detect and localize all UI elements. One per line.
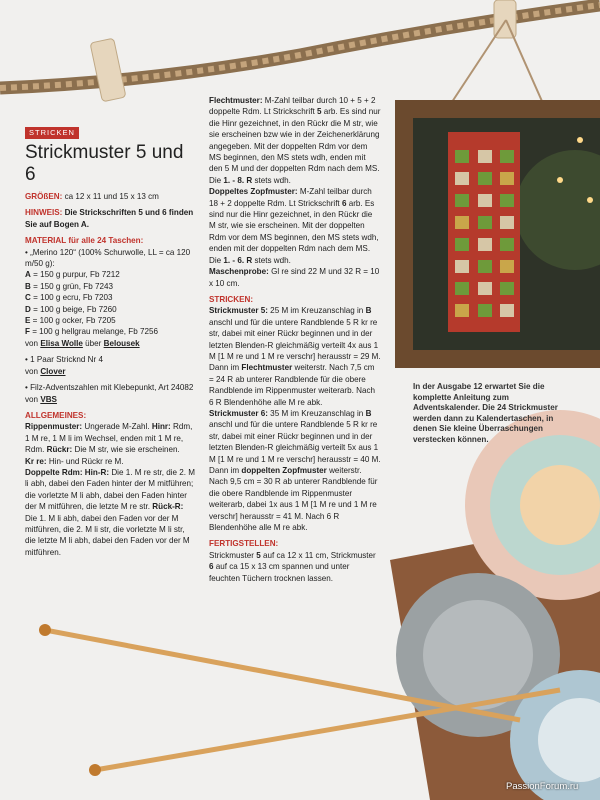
strickmuster-5-paragraph: Strickmuster 5: 25 M im Kreuzanschlag in B anschl und für die untere Randblende 5 R kr re str, dabei mit einer Rückr beginnen und in der letzten Blenden-R gleichmäßig verteilt 4x aus 1 M [1 M re und 1 M re verschr] herausstr = 29 M. Dann im Flechtmuster weiterstr. Nach 7,5 cm = 24 R ab unterer Randblende für die obere Randblende im Rippenmuster weiterarb. Nach 6 R Blendenhöhe alle M re abk. [209,306,381,407]
yarn-basket-photo [390,410,600,800]
stricken-heading: STRICKEN: [209,294,254,304]
maschenprobe-paragraph: Maschenprobe: Gl re sind 22 M und 32 R = 10 x 10 cm. [209,267,380,288]
middle-column [209,95,381,584]
left-column [25,127,197,558]
flechtmuster-paragraph: Flechtmuster: M-Zahl teilbar durch 10 + 5 + 2 doppelte Rdm. Lt Strickschrift 5 arb. Es sind nur die Hinr gezeichnet, in den Rückr die M str, wie sie erscheinen bzw wie in der Zeichenerklärung angegeben. Mit der doppelten Rdm vor dem MS beginnen, den MS stets wdh, enden mit den 5 M und der doppelten Rdm nach dem MS. Die 1. - 8. R stets wdh. [209,96,381,185]
category-label: STRICKEN [25,127,79,139]
page-title: Strickmuster 5 und 6 [25,142,184,185]
hinweis-paragraph: HINWEIS: Die Strickschriften 5 und 6 finden Sie auf Bogen A. [25,208,194,229]
groessen-paragraph: GRÖßEN: ca 12 x 11 und 15 x 13 cm [25,192,159,201]
color-e: E = 100 g ocker, Fb 7205 [25,316,116,326]
needles-source: von Clover [25,366,66,376]
color-f: F = 100 g hellgrau melange, Fb 7256 [25,327,158,337]
strickmuster-6-paragraph: Strickmuster 6: 35 M im Kreuzanschlag in B anschl und für die untere Randblende 5 R kr re str, dabei mit einer Rückr beginnen und in der letzten Blenden-R gleichmäßig verteilt 5x aus 1 M [1 M re und 1 M re verschr] herausstr = 40 M. Dann im doppelten Zopfmuster weiterstr. Nach 9,5 cm = 30 R ab unterer Randblende für die obere Randblende im Rippenmuster weiterarb, dabei 1x aus 1 M [1 M re und 1 M re verschr] herausstr = 41 M. Nach 6 R Blendenhöhe alle M re abk. [209,408,381,533]
needles-line: • 1 Paar Stricknd Nr 4 [25,355,103,365]
color-b: B = 150 g grün, Fb 7243 [25,281,113,291]
fertigstellen-heading: FERTIGSTELLEN: [209,539,279,549]
yarn-source: von Elisa Wolle über Belousek [25,338,140,348]
yarn-line: • „Merino 120“ (100% Schurwolle, LL = ca 120 m/50 g): [25,247,191,269]
advent-calendar-photo [395,100,600,368]
watermark-credit: PassionForum.ru [506,781,579,792]
fertigstellen-paragraph: Strickmuster 5 auf ca 12 x 11 cm, Strickmuster 6 auf ca 15 x 13 cm spannen und unter feuchten Tüchern trocknen lassen. [209,550,376,583]
rippenmuster-paragraph: Rippenmuster: Ungerade M-Zahl. Hinr: Rdm, 1 M re, 1 M li im Wechsel, enden mit 1 M re, Rdm. Rückr: Die M str, wie sie erscheinen. [25,422,193,455]
zopfmuster-paragraph: Doppeltes Zopfmuster: M-Zahl teilbar durch 18 + 2 doppelte Rdm. Lt Strickschrift 6 arb. Es sind nur die Hinr gezeichnet, in den Rückr die M str, wie sie erscheinen. Mit der doppelten Rdm vor dem MS beginnen, den MS stets wdh, enden mit der doppelten Rdm nach dem MS. Die 1. - 6. R stets wdh. [209,187,379,265]
numbers-line: • Filz-Adventszahlen mit Klebepunkt, Art 24082 [25,383,194,393]
photo-caption: In der Ausgabe 12 erwartet Sie die komplette Anleitung zum Adventskalender. Die 24 Strickmuster werden dann zu Kalendertaschen, in denen Sie kleine Überraschungen verstecken können. [413,382,558,444]
color-c: C = 100 g ecru, Fb 7203 [25,293,113,303]
allgemeines-heading: ALLGEMEINES: [25,410,87,420]
material-heading: MATERIAL für alle 24 Taschen: [25,236,144,246]
doppelte-rdm-paragraph: Doppelte Rdm: Hin-R: Die 1. M re str, die 2. M li abh, dabei den Faden hinter der M mitführen; die vorletzte M li abh, dabei den Faden hinter der M mitführen, die letzte M re str. Rück-R: Die 1. M li abh, dabei den Faden vor der M mitführen, die 2. M li str, die vorletzte M li str, die letzte M li abh, dabei den Faden vor der M mitführen. [25,467,195,557]
color-a: A = 150 g purpur, Fb 7212 [25,270,120,280]
clothespin-left [90,38,126,102]
color-d: D = 100 g beige, Fb 7260 [25,304,117,314]
kr-re-paragraph: Kr re: Hin- und Rückr re M. [25,456,124,466]
numbers-source: von VBS [25,394,57,404]
